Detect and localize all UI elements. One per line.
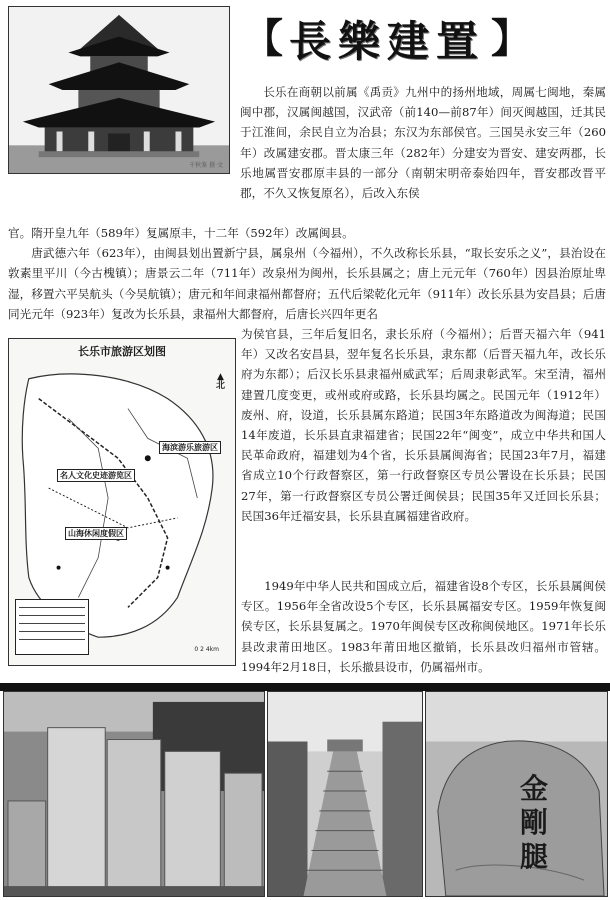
rock-inscription: 金剛腿 — [519, 772, 548, 873]
title-left-bracket: 【 — [243, 16, 283, 62]
stele-illustration — [4, 692, 264, 896]
paragraph-2: 唐武德六年（623年），由闽县划出置新宁县，属泉州（今福州），不久改称长乐县，“取长安乐之义”，县治设在敦素里平川（今古槐镇）；唐景云二年（711年）改泉州为闽州，长乐县属之；唐上元元年（760年）因县治原址卑湿，移置六平吴航头（今吴航镇）；唐元和年间隶福州都督府；五代后梁乾化元年（911年）改长乐县为安昌县；后唐同光元年（923年）复改为长乐县，隶福州大都督府，后唐长兴四年更名 — [8, 246, 606, 321]
tower-photo — [8, 6, 230, 174]
north-arrow-icon: ▲ 北 — [215, 372, 225, 391]
paragraph-2-continued: 为侯官县，三年后复旧名，隶长乐府（今福州）；后晋天福六年（941年）又改名安昌县，翌年复名长乐县，隶东都（后晋天福九年，改长乐府为东都）；后汉长乐县隶福州威武军；后周隶彰武军。宋至清，福州建置几度变更，或州或府或路，长乐县均属之。民国元年（1912年）废州、府，设道，长乐县属东路道；民国3年东路道改为闽海道；民国14年废道，长乐县直隶福建省；民国22年“闽变”，成立中华共和国人民革命政府，福建划为4个省，长乐县属闽海省；民国23年7月，福建省成立10个行政督察区，第一行政督察区专员公署设在长乐县；民国27年，第一行政督察区专员公署迁闽侯县；民国35年又迁回长乐县；民国36年迁福安县，长乐县直属福建省政府。 — [241, 327, 606, 523]
page-title — [243, 8, 603, 70]
paragraph-block-modern — [241, 576, 606, 677]
stairs-illustration — [268, 692, 422, 896]
north-label: 北 — [215, 381, 225, 391]
map-label-coast: 海滨游乐旅游区 — [159, 441, 221, 454]
title-right-bracket: 】 — [491, 16, 532, 62]
paragraph-block-full — [8, 223, 606, 324]
map-title: 长乐市旅游区划图 — [78, 345, 166, 358]
map-label-mountain: 山海休闲度假区 — [65, 527, 127, 540]
paragraph-1: 长乐在商朝以前属《禹贡》九州中的扬州地域，周属七闽地，秦属闽中郡，汉属闽越国，汉武帝（前140—前87年）间灭闽越国，迁其民于江淮间，余民自立为冶县；东汉为东部侯官。三国吴永安三年（260年）改属建安郡。晋太康三年（282年）分建安为晋安、建安两郡，长乐地属晋安郡原丰县的一部分（南朝宋明帝泰始四年，晋安郡改晋平郡，不久又恢复原名），后改入东侯 — [240, 85, 606, 201]
map-label-culture: 名人文化史迹游览区 — [57, 469, 135, 482]
title-text: 長樂建置 — [289, 17, 486, 66]
photo-caption: 千秋鉴 摄·文 — [189, 162, 223, 169]
paragraph-1-continued: 官。隋开皇九年（589年）复属原丰，十二年（592年）改属闽县。 — [8, 226, 354, 240]
stairs-photo — [267, 691, 423, 897]
divider-band — [0, 683, 610, 691]
map-legend — [15, 599, 89, 655]
tower-illustration — [9, 7, 229, 173]
paragraph-2-continued-block — [241, 324, 606, 574]
paragraph-3: 1949年中华人民共和国成立后，福建省设8个专区，长乐县属闽侯专区。1956年全省改设5个专区，长乐县属福安专区。1959年恢复闽侯专区，长乐县复属之。1970年闽侯专区改称闽侯地区。1971年长乐县改隶莆田地区。1983年莆田地区撤销，长乐县改归福州市管辖。1994年2月18日，长乐撤县设市，仍属福州市。 — [241, 579, 606, 674]
tourism-map — [8, 338, 236, 666]
stele-photo — [3, 691, 265, 897]
map-scale: 0 2 4km — [194, 646, 219, 653]
paragraph-history-early — [240, 82, 606, 203]
rock-photo — [425, 691, 608, 897]
